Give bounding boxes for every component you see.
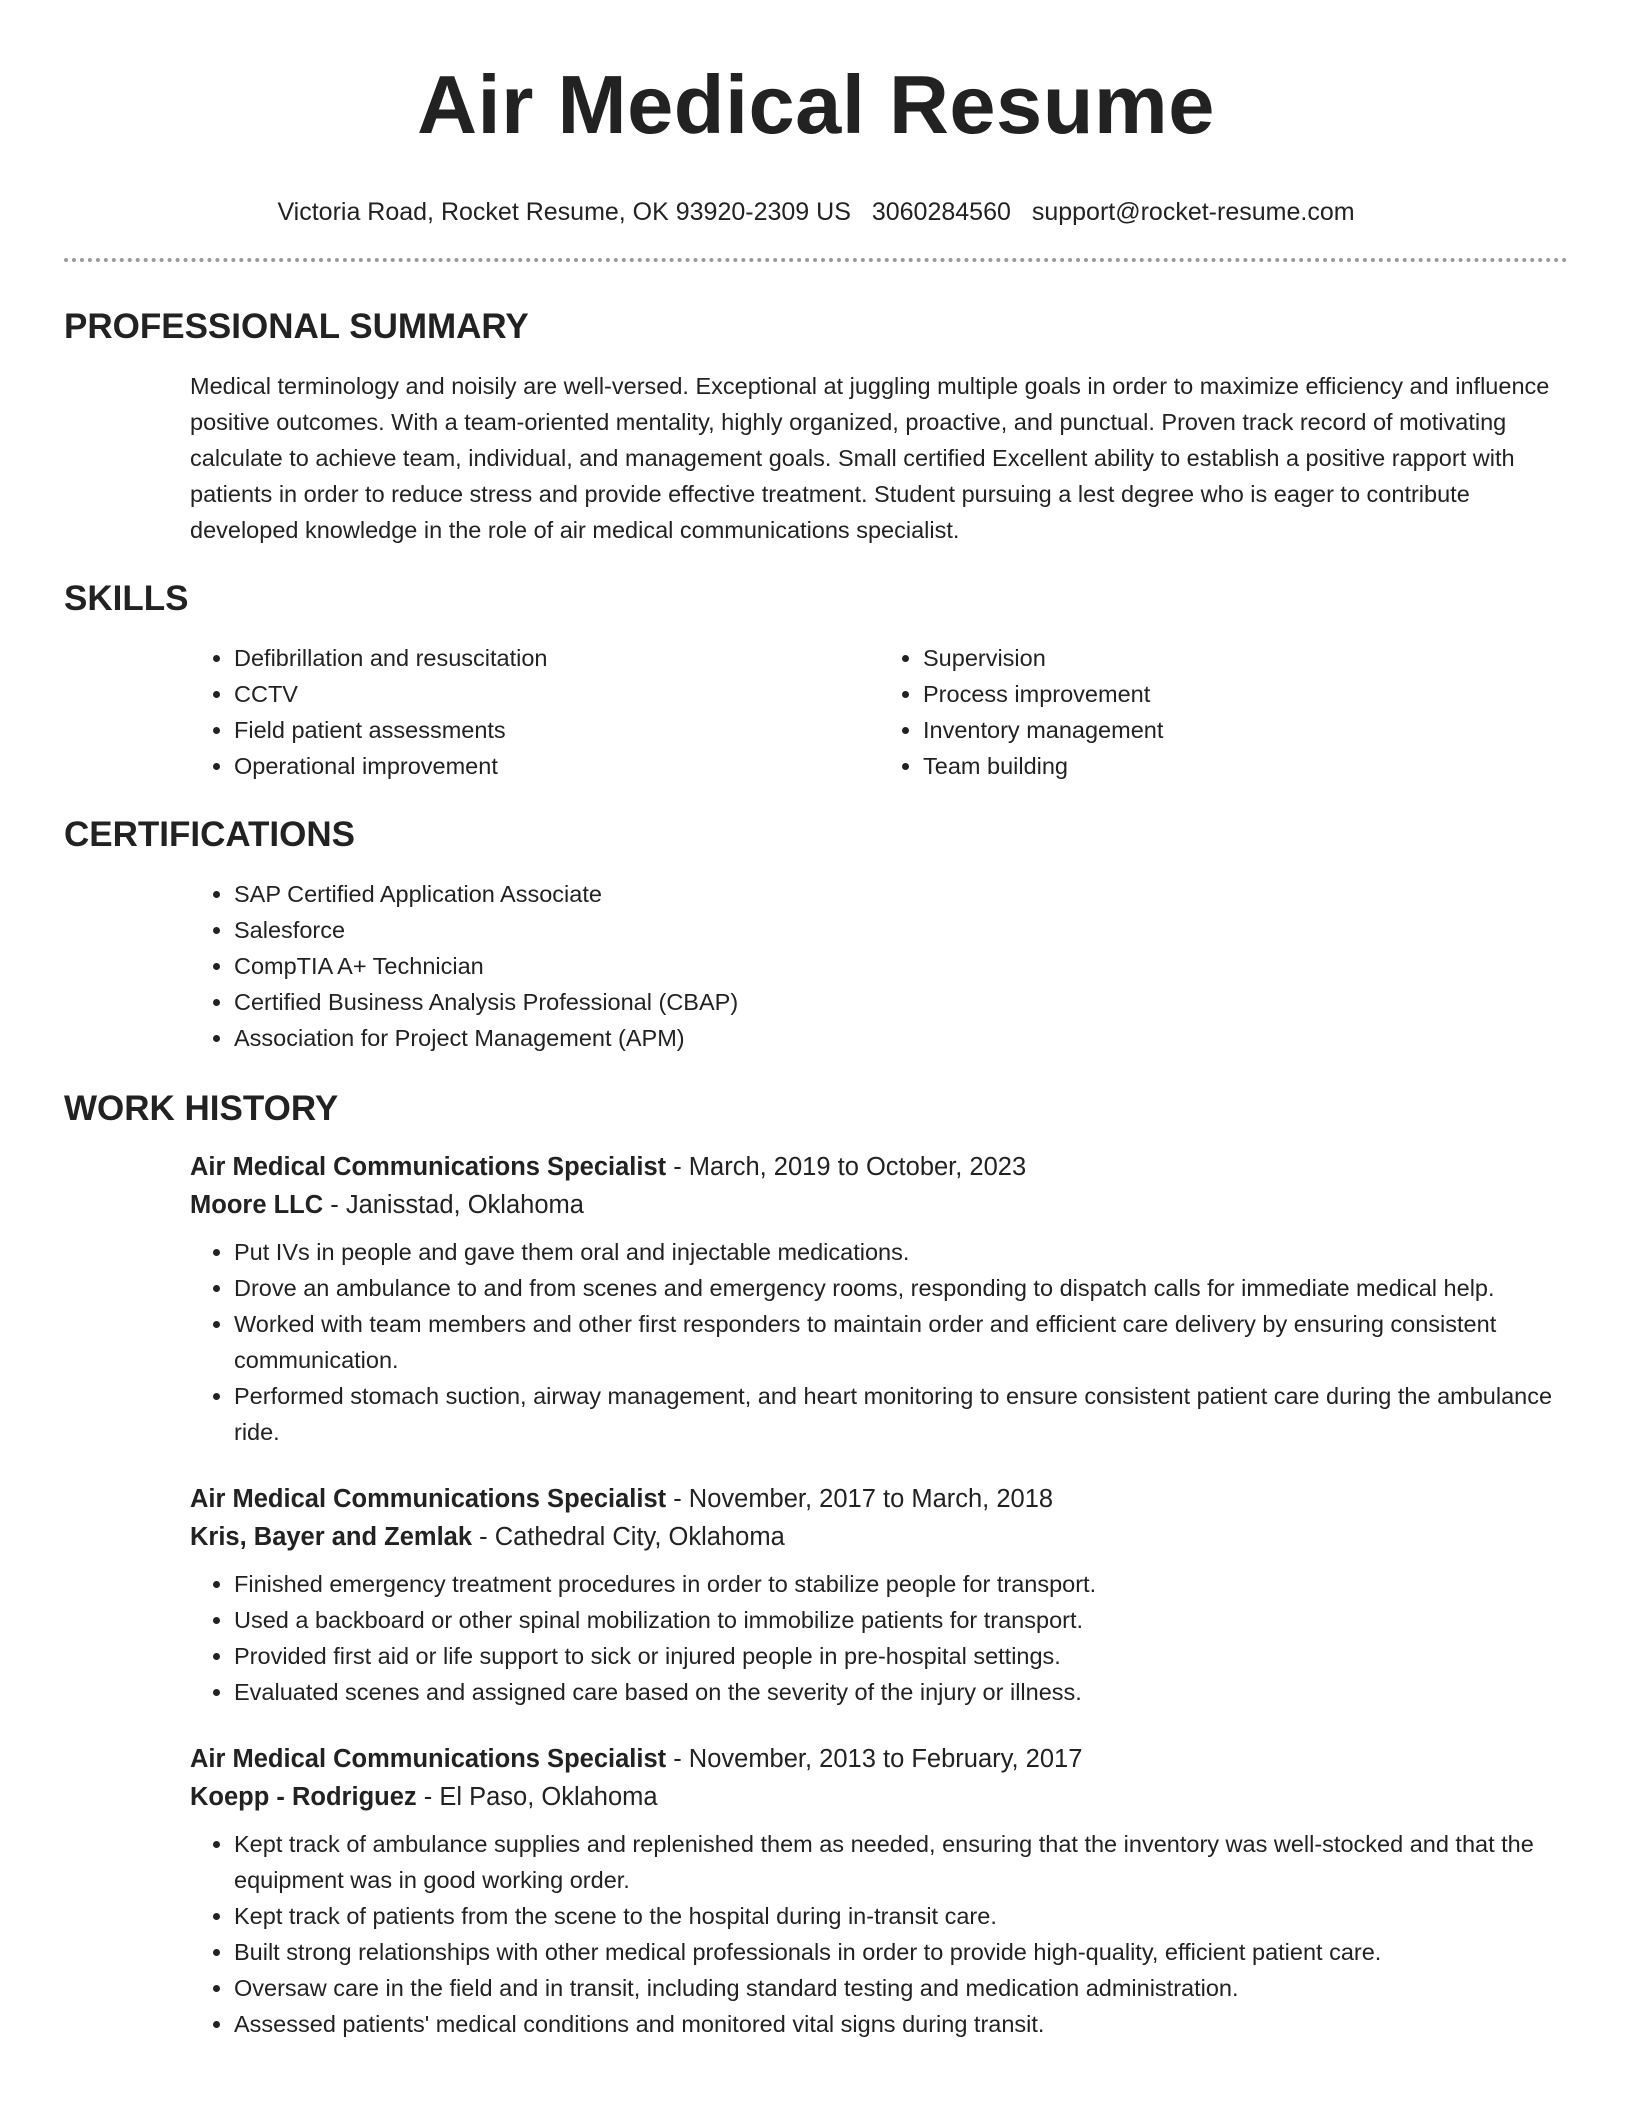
certification-item: • SAP Certified Application Associate xyxy=(234,876,1568,912)
skill-item: • CCTV xyxy=(234,676,879,712)
job-bullet: • Performed stomach suction, airway management, and heart monitoring to ensure consistent patient care during the ambulance ride. xyxy=(234,1378,1568,1450)
job-bullet: • Built strong relationships with other medical professionals in order to provide high-quality, efficient patient care. xyxy=(234,1934,1568,1970)
contact-phone: 3060284560 xyxy=(871,198,1011,226)
summary-text: Medical terminology and noisily are well-versed. Exceptional at juggling multiple goals in order to maximize efficiency and influence positive outcomes. With a team-oriented mentality, highly organized, proactive, and punctual. Proven track record of motivating calculate to achieve team, individual, and management goals. Small certified Excellent ability to establish a positive rapport with patients in order to reduce stress and provide effective treatment. Student pursuing a lest degree who is eager to contribute developed knowledge in the role of air medical communications specialist. xyxy=(190,373,1550,543)
job-role: Air Medical Communications Specialist xyxy=(190,1485,667,1513)
job-dates: - November, 2013 to February, 2017 xyxy=(666,1745,1083,1773)
job-entry xyxy=(190,1148,1568,1450)
work-title: WORK HISTORY xyxy=(64,1089,339,1128)
job-bullet: • Kept track of ambulance supplies and replenished them as needed, ensuring that the inventory was well-stocked and that the equipment was in good working order. xyxy=(234,1826,1568,1898)
certifications-list xyxy=(190,876,1568,1056)
job-entry xyxy=(190,1740,1568,2042)
job-location: - El Paso, Oklahoma xyxy=(416,1783,658,1811)
job-bullet: • Kept track of patients from the scene to the hospital during in-transit care. xyxy=(234,1898,1568,1934)
job-location: - Janisstad, Oklahoma xyxy=(323,1191,584,1219)
skills-title: SKILLS xyxy=(64,579,189,618)
skill-item: • Operational improvement xyxy=(234,748,879,784)
job-role-line xyxy=(190,1740,1568,1778)
job-bullet: • Put IVs in people and gave them oral and injectable medications. xyxy=(234,1234,1568,1270)
job-bullet: • Worked with team members and other first responders to maintain order and efficient care delivery by ensuring consistent communication. xyxy=(234,1306,1568,1378)
job-role-line xyxy=(190,1148,1568,1186)
contact-line xyxy=(64,197,1568,227)
skill-item: • Inventory management xyxy=(923,712,1568,748)
skills-left-list xyxy=(190,640,879,784)
certification-item: • CompTIA A+ Technician xyxy=(234,948,1568,984)
job-company: Moore LLC xyxy=(190,1191,324,1219)
job-company-line xyxy=(190,1778,1568,1816)
job-role: Air Medical Communications Specialist xyxy=(190,1153,667,1181)
header-divider xyxy=(64,258,1568,262)
skills-section xyxy=(64,578,1568,784)
job-location: - Cathedral City, Oklahoma xyxy=(472,1523,785,1551)
job-bullet: • Oversaw care in the field and in transit, including standard testing and medication administration. xyxy=(234,1970,1568,2006)
work-section xyxy=(64,1088,1568,2042)
job-role-line xyxy=(190,1480,1568,1518)
job-company-line xyxy=(190,1518,1568,1556)
summary-title: PROFESSIONAL SUMMARY xyxy=(64,307,529,346)
skill-item: • Team building xyxy=(923,748,1568,784)
job-bullet: • Evaluated scenes and assigned care based on the severity of the injury or illness. xyxy=(234,1674,1568,1710)
job-bullets xyxy=(190,1234,1568,1450)
skill-item: • Supervision xyxy=(923,640,1568,676)
certification-item: • Salesforce xyxy=(234,912,1568,948)
job-dates: - March, 2019 to October, 2023 xyxy=(666,1153,1027,1181)
certifications-title: CERTIFICATIONS xyxy=(64,815,356,854)
certifications-section xyxy=(64,814,1568,1056)
job-company: Kris, Bayer and Zemlak xyxy=(190,1523,473,1551)
certification-item: • Association for Project Management (APM) xyxy=(234,1020,1568,1056)
contact-email: support@rocket-resume.com xyxy=(1031,198,1355,226)
job-company-line xyxy=(190,1186,1568,1224)
skill-item: • Field patient assessments xyxy=(234,712,879,748)
job-entry xyxy=(190,1480,1568,1710)
job-bullet: • Provided first aid or life support to sick or injured people in pre-hospital settings. xyxy=(234,1638,1568,1674)
job-role: Air Medical Communications Specialist xyxy=(190,1745,667,1773)
job-bullet: • Used a backboard or other spinal mobilization to immobilize patients for transport. xyxy=(234,1602,1568,1638)
job-bullets xyxy=(190,1566,1568,1710)
skill-item: • Process improvement xyxy=(923,676,1568,712)
job-company: Koepp - Rodriguez xyxy=(190,1783,417,1811)
job-dates: - November, 2017 to March, 2018 xyxy=(666,1485,1054,1513)
job-bullets xyxy=(190,1826,1568,2042)
contact-address: Victoria Road, Rocket Resume, OK 93920-2309 US xyxy=(277,198,851,226)
job-bullet: • Finished emergency treatment procedures in order to stabilize people for transport. xyxy=(234,1566,1568,1602)
summary-section xyxy=(64,306,1568,548)
skills-grid xyxy=(190,640,1568,784)
skill-item: • Defibrillation and resuscitation xyxy=(234,640,879,676)
job-bullet: • Drove an ambulance to and from scenes and emergency rooms, responding to dispatch calls for immediate medical help. xyxy=(234,1270,1568,1306)
job-bullet: • Assessed patients' medical conditions and monitored vital signs during transit. xyxy=(234,2006,1568,2042)
resume-name: Air Medical Resume xyxy=(417,58,1215,151)
certification-item: • Certified Business Analysis Professional (CBAP) xyxy=(234,984,1568,1020)
skills-right-list xyxy=(879,640,1568,784)
